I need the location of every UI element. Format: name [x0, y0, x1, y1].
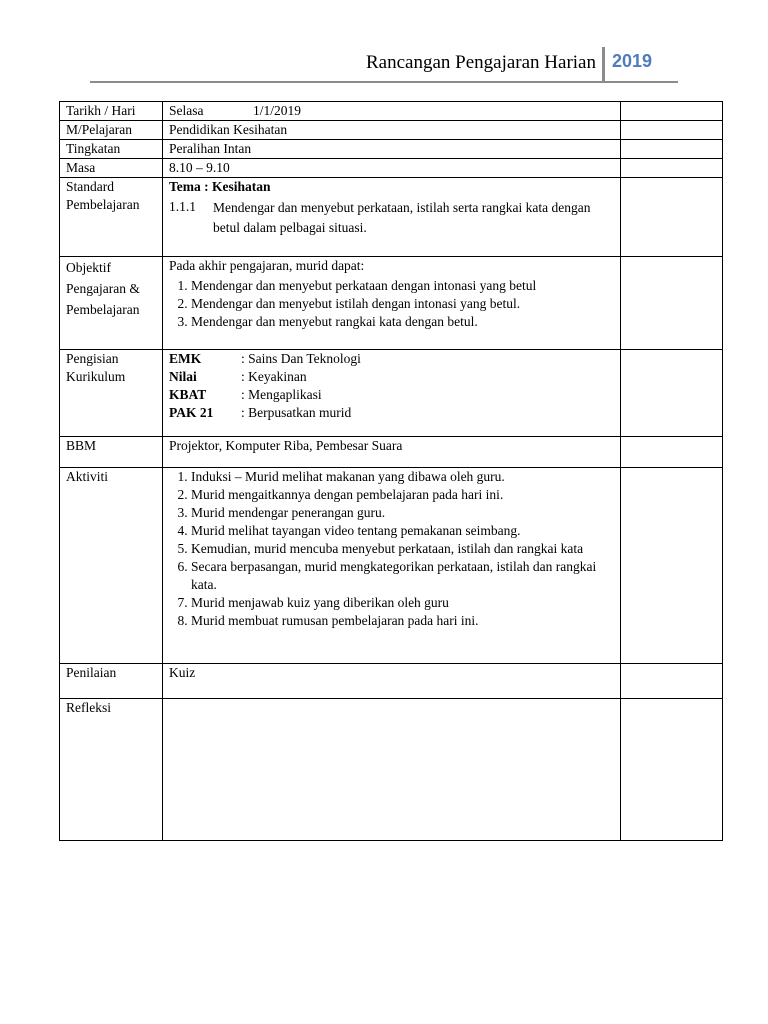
extra-cell [621, 437, 723, 468]
row-mapel [60, 121, 723, 140]
label-line: Standard [66, 179, 114, 194]
value-masa: 8.10 – 9.10 [163, 159, 621, 178]
kv-row [169, 386, 614, 404]
standard-code: 1.1.1 [169, 199, 196, 214]
list-item: 5. Kemudian, murid mencuba menyebut perkataan, istilah dan rangkai kata [191, 540, 614, 558]
extra-cell [621, 350, 723, 437]
row-standard [60, 178, 723, 257]
label-line: Pembelajaran [66, 197, 140, 212]
row-tingkatan [60, 140, 723, 159]
row-refleksi [60, 699, 723, 841]
label-pengisian [60, 350, 163, 437]
day-value: Selasa [169, 103, 204, 118]
row-pengisian [60, 350, 723, 437]
label-bbm: BBM [60, 437, 163, 468]
list-item: 2. Murid mengaitkannya dengan pembelajaran pada hari ini. [191, 486, 614, 504]
kv-key: KBAT [169, 387, 207, 402]
list-item: 3. Murid mendengar penerangan guru. [191, 504, 614, 522]
row-tarikh [60, 102, 723, 121]
label-line: Kurikulum [66, 369, 126, 384]
aktiviti-list [169, 468, 614, 630]
label-mapel: M/Pelajaran [60, 121, 163, 140]
label-line: Pembelajaran [66, 302, 140, 317]
date-value: 1/1/2019 [253, 103, 302, 118]
kv-value: : Mengaplikasi [241, 387, 322, 402]
kv-key: Nilai [169, 369, 197, 384]
list-item: 1. Induksi – Murid melihat makanan yang dibawa oleh guru. [191, 468, 614, 486]
label-line: Pengajaran & [66, 281, 140, 296]
label-objektif [60, 257, 163, 350]
tema-heading: Tema : Kesihatan [169, 179, 271, 194]
kv-value: : Keyakinan [241, 369, 307, 384]
value-bbm: Projektor, Komputer Riba, Pembesar Suara [163, 437, 621, 468]
extra-cell [621, 140, 723, 159]
kv-key: EMK [169, 351, 202, 366]
label-standard [60, 178, 163, 257]
document-header [90, 44, 678, 82]
extra-cell [621, 121, 723, 140]
kv-value: : Sains Dan Teknologi [241, 351, 361, 366]
label-tarikh: Tarikh / Hari [60, 102, 163, 121]
label-aktiviti: Aktiviti [60, 468, 163, 664]
kv-row [169, 404, 614, 422]
list-item: 4. Murid melihat tayangan video tentang pemakanan seimbang. [191, 522, 614, 540]
row-masa [60, 159, 723, 178]
row-bbm [60, 437, 723, 468]
value-standard [163, 178, 621, 257]
objektif-intro: Pada akhir pengajaran, murid dapat: [169, 258, 365, 273]
label-penilaian: Penilaian [60, 664, 163, 699]
label-refleksi: Refleksi [60, 699, 163, 841]
value-tingkatan: Peralihan Intan [163, 140, 621, 159]
document-year: 2019 [612, 51, 653, 71]
row-objektif [60, 257, 723, 350]
kv-row [169, 350, 614, 368]
value-penilaian: Kuiz [163, 664, 621, 699]
list-item: 3. Mendengar dan menyebut rangkai kata dengan betul. [191, 313, 614, 331]
value-refleksi [163, 699, 621, 841]
kv-row [169, 368, 614, 386]
row-aktiviti [60, 468, 723, 664]
row-penilaian [60, 664, 723, 699]
list-item: 8. Murid membuat rumusan pembelajaran pada hari ini. [191, 612, 614, 630]
list-item: 1. Mendengar dan menyebut perkataan dengan intonasi yang betul [191, 277, 614, 295]
header-rule [90, 81, 678, 83]
value-tarikh [163, 102, 621, 121]
extra-cell [621, 468, 723, 664]
extra-cell [621, 159, 723, 178]
value-mapel: Pendidikan Kesihatan [163, 121, 621, 140]
value-aktiviti [163, 468, 621, 664]
label-line: Pengisian [66, 351, 119, 366]
extra-cell [621, 178, 723, 257]
standard-text: Mendengar dan menyebut perkataan, istilah serta rangkai kata dengan betul dalam pelbagai situasi. [213, 200, 591, 235]
extra-cell [621, 664, 723, 699]
header-separator [602, 47, 605, 82]
document-title: Rancangan Pengajaran Harian [365, 52, 596, 73]
kv-key: PAK 21 [169, 405, 214, 420]
extra-cell [621, 257, 723, 350]
label-masa: Masa [60, 159, 163, 178]
objektif-list [169, 277, 614, 331]
value-objektif [163, 257, 621, 350]
extra-cell [621, 102, 723, 121]
kv-value: : Berpusatkan murid [241, 405, 352, 420]
label-tingkatan: Tingkatan [60, 140, 163, 159]
lesson-plan-table [59, 101, 723, 841]
extra-cell [621, 699, 723, 841]
list-item: 7. Murid menjawab kuiz yang diberikan oleh guru [191, 594, 614, 612]
list-item: 6. Secara berpasangan, murid mengkategorikan perkataan, istilah dan rangkai kata. [191, 558, 614, 594]
label-line: Objektif [66, 260, 111, 275]
list-item: 2. Mendengar dan menyebut istilah dengan intonasi yang betul. [191, 295, 614, 313]
value-pengisian [163, 350, 621, 437]
